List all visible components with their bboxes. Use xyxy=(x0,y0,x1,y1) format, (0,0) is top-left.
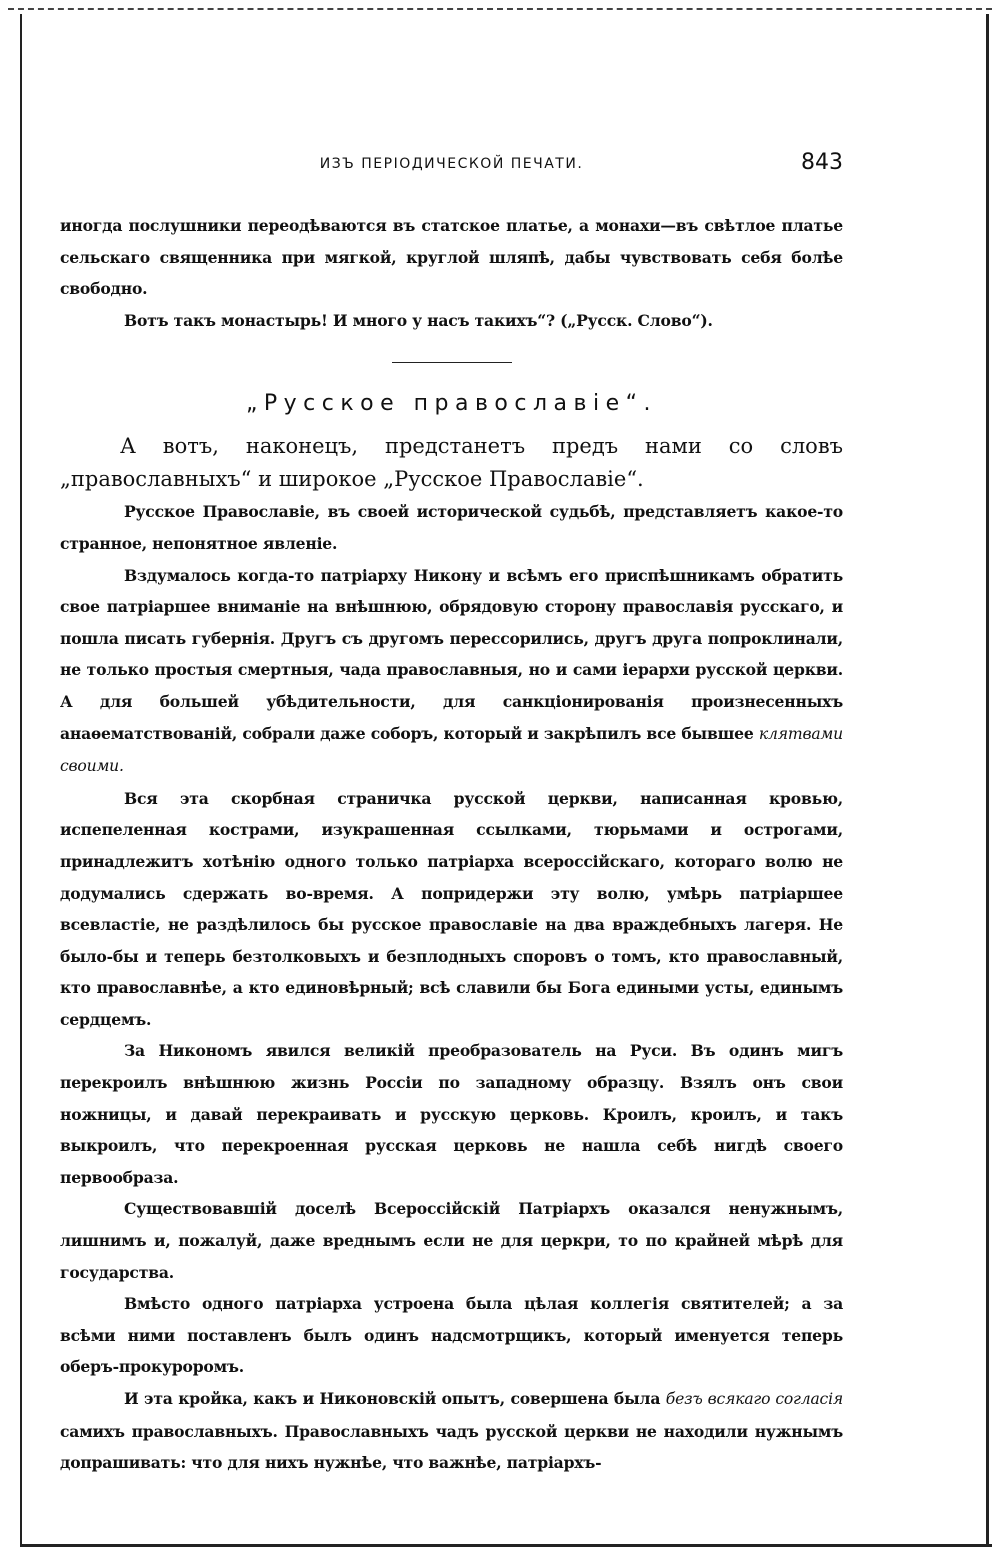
paragraph-text: самихъ православныхъ. Православныхъ чадъ русской церкви не находили нужнымъ допрашивать: что для нихъ нужнѣе, что важнѣе, патріархъ- xyxy=(60,1421,843,1473)
section-title: „Русское православіе“. xyxy=(245,391,658,417)
paragraph: Существовавшій доселѣ Всероссійскій Патріархъ оказался ненужнымъ, лишнимъ и, пожалуй, даже вреднымъ если не для церкри, то по крайней мѣрѣ для государства. xyxy=(60,1199,843,1282)
paragraph: Русское Православіе, въ своей исторической судьбѣ, представляетъ какое-то странное, непонятное явленіе. xyxy=(60,502,843,553)
section-divider xyxy=(392,362,512,363)
paragraph: За Никономъ явился великій преобразователь на Руси. Въ одинъ мигъ перекроилъ внѣшнюю жизнь Россіи по западному образцу. Взялъ онъ свои ножницы, и давай перекраивать и русскую церковь. Кроилъ, кроилъ, и такъ выкроилъ, что перекроенная русская церковь не нашла себѣ нигдѣ своего первообраза. xyxy=(60,1041,843,1187)
paragraph-text: И эта кройка, какъ и Никоновскій опытъ, совершена была xyxy=(124,1389,661,1408)
page-body xyxy=(60,150,843,1479)
paragraph-text: Вздумалось когда-то патріарху Никону и всѣмъ его приспѣшникамъ обратить свое патріаршее вниманіе на внѣшнюю, обрядовую сторону православія русскаго, и пошла писать губернія. Другъ съ другомъ перессорились, другъ друга попроклинали, не только простыя смертныя, чада православныя, но и сами іерархи русской церкви. А для большей убѣдительности, для санкціонированія произнесенныхъ анаѳематствованій, собрали даже соборъ, который и закрѣпилъ все бывшее xyxy=(60,565,843,743)
italic-phrase: безъ всякаго согласія xyxy=(665,1390,843,1408)
running-head: ИЗЪ ПЕРІОДИЧЕСКОЙ ПЕЧАТИ. xyxy=(319,156,584,172)
paragraph xyxy=(60,1383,843,1479)
paragraph: Вся эта скорбная страничка русской церкви, написанная кровью, испепеленная кострами, изукрашенная ссылками, тюрьмами и острогами, принадлежитъ хотѣнію одного только патріарха всероссійскаго, котораго волю не додумались сдержать во-время. А попридержи эту волю, умѣрь патріаршее всевластіе, не раздѣлилось бы русское православіе на два враждебныхъ лагеря. Не было-бы и теперь безтолковыхъ и безплодныхъ споровъ о томъ, кто православный, кто православнѣе, а кто единовѣрный; всѣ славили бы Бога едиными усты, единымъ сердцемъ. xyxy=(60,788,843,1029)
paragraph-quote-end: Вотъ такъ монастырь! И много у насъ такихъ“? („Русск. Слово“). xyxy=(124,310,713,330)
paragraph xyxy=(60,560,843,783)
lead-paragraph: А вотъ, наконецъ, предстанетъ предъ нами со словъ „православныхъ“ и широкое „Русское Православіе“. xyxy=(60,434,843,492)
scan-bottom-edge xyxy=(20,1544,992,1547)
scan-left-edge xyxy=(20,14,22,1546)
paragraph-continuation: иногда послушники переодѣваются въ статское платье, а монахи—въ свѣтлое платье сельскаго священника при мягкой, круглой шляпѣ, дабы чувствовать себя болѣе свободно. xyxy=(60,216,843,299)
italic-phrase: клятвами своими. xyxy=(60,724,843,776)
paragraph: Вмѣсто одного патріарха устроена была цѣлая коллегія святителей; а за всѣми ними поставленъ былъ одинъ надсмотрщикъ, который именуется теперь оберъ-прокуроромъ. xyxy=(60,1294,843,1377)
page-header xyxy=(60,150,843,190)
scan-top-edge xyxy=(8,8,992,10)
scan-right-edge xyxy=(986,14,989,1546)
page-number: 843 xyxy=(801,150,843,175)
